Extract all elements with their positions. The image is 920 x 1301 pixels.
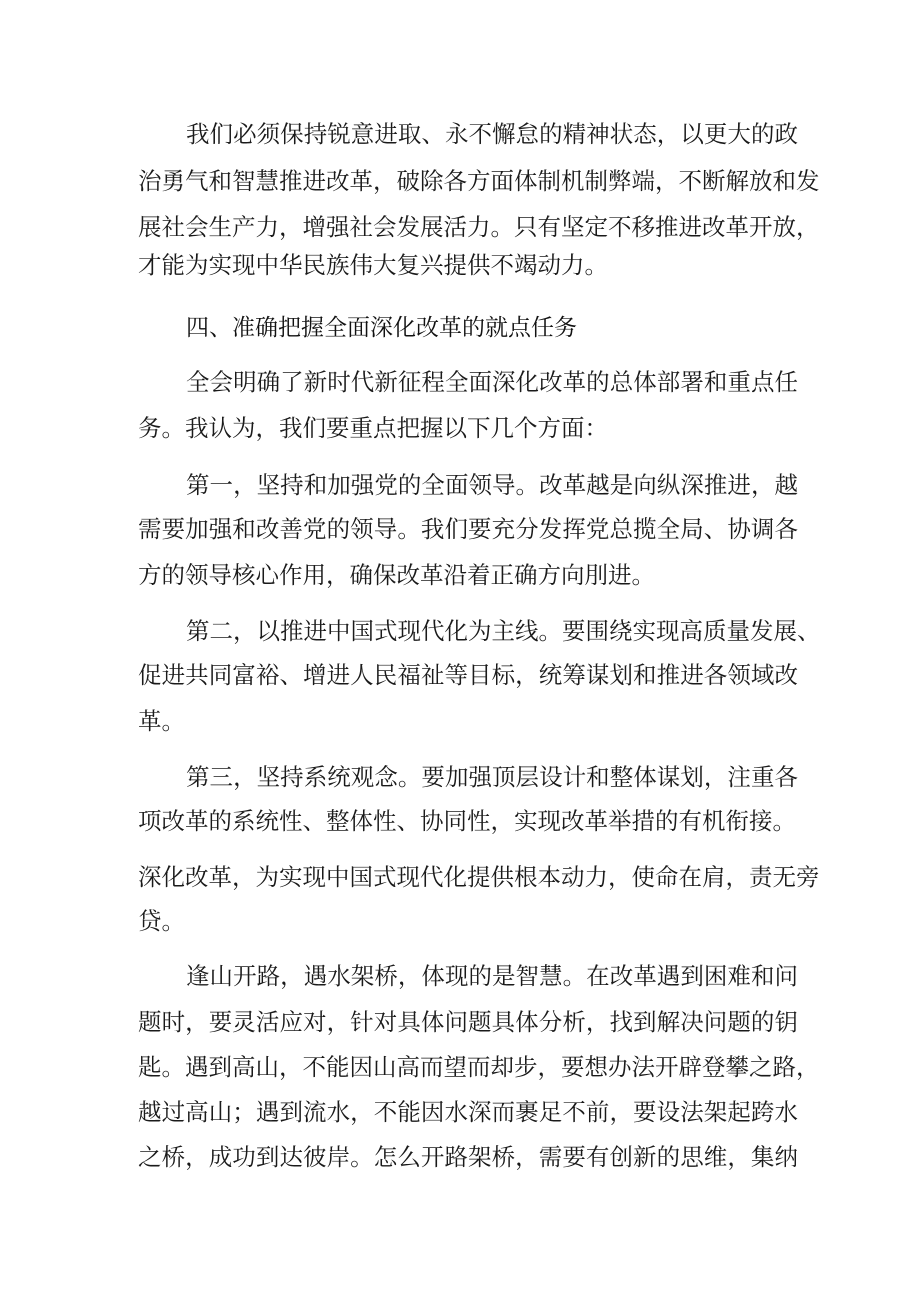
- paragraph-1-line-4: 才能为实现中华民族伟大复兴提供不竭动力。: [138, 251, 608, 279]
- paragraph-7-line-3: 匙。遇到高山，不能因山高而望而却步，要想办法开辟登攀之路，: [138, 1053, 820, 1081]
- paragraph-4-line-1: 第二，以推进中国式现代化为主线。要围绕实现高质量发展、: [186, 617, 821, 645]
- paragraph-2-line-1: 全会明确了新时代新征程全面深化改革的总体部署和重点任: [186, 368, 798, 396]
- paragraph-1-line-2: 治勇气和智慧推进改革，破除各方面体制机制弊端，不断解放和发: [138, 167, 820, 195]
- paragraph-3-line-1: 第一，坚持和加强党的全面领导。改革越是向纵深推进，越: [186, 471, 798, 499]
- paragraph-4-line-2: 促进共同富裕、增进人民福祉等目标，统筹谋划和推进各领域改: [138, 661, 798, 689]
- paragraph-7-line-4: 越过高山；遇到流水，不能因水深而裹足不前，要设法架起跨水: [138, 1098, 798, 1126]
- paragraph-6-line-2: 贷。: [138, 907, 185, 935]
- paragraph-7-line-2: 题时，要灵活应对，针对具体问题具体分析，找到解决问题的钥: [138, 1008, 798, 1036]
- paragraph-7-line-1: 逢山开路，遇水架桥，体现的是智慧。在改革遇到困难和问: [186, 962, 798, 990]
- paragraph-1-line-1: 我们必须保持锐意进取、永不懈怠的精神状态，以更大的政: [186, 120, 798, 148]
- section-heading: 四、准确把握全面深化改革的就点任务: [186, 315, 577, 341]
- paragraph-6-line-1: 深化改革，为实现中国式现代化提供根本动力，使命在肩，责无旁: [138, 863, 820, 891]
- paragraph-7-line-5: 之桥，成功到达彼岸。怎么开路架桥，需要有创新的思维，集纳: [138, 1143, 798, 1171]
- paragraph-1-line-3: 展社会生产力，增强社会发展活力。只有坚定不移推进改革开放，: [138, 213, 820, 241]
- paragraph-3-line-3: 方的领导核心作用，确保改革沿着正确方向刖进。: [138, 561, 655, 589]
- paragraph-5-line-2: 项改革的系统性、整体性、协同性，实现改革举措的有机衔接。: [138, 807, 796, 835]
- paragraph-5-line-1: 第三，坚持系统观念。要加强顶层设计和整体谋划，注重各: [186, 763, 798, 791]
- paragraph-3-line-2: 需要加强和改善党的领导。我们要充分发挥党总揽全局、协调各: [138, 515, 798, 543]
- paragraph-4-line-3: 革。: [138, 707, 185, 735]
- paragraph-2-line-2: 务。我认为，我们要重点把握以下几个方面：: [138, 414, 608, 442]
